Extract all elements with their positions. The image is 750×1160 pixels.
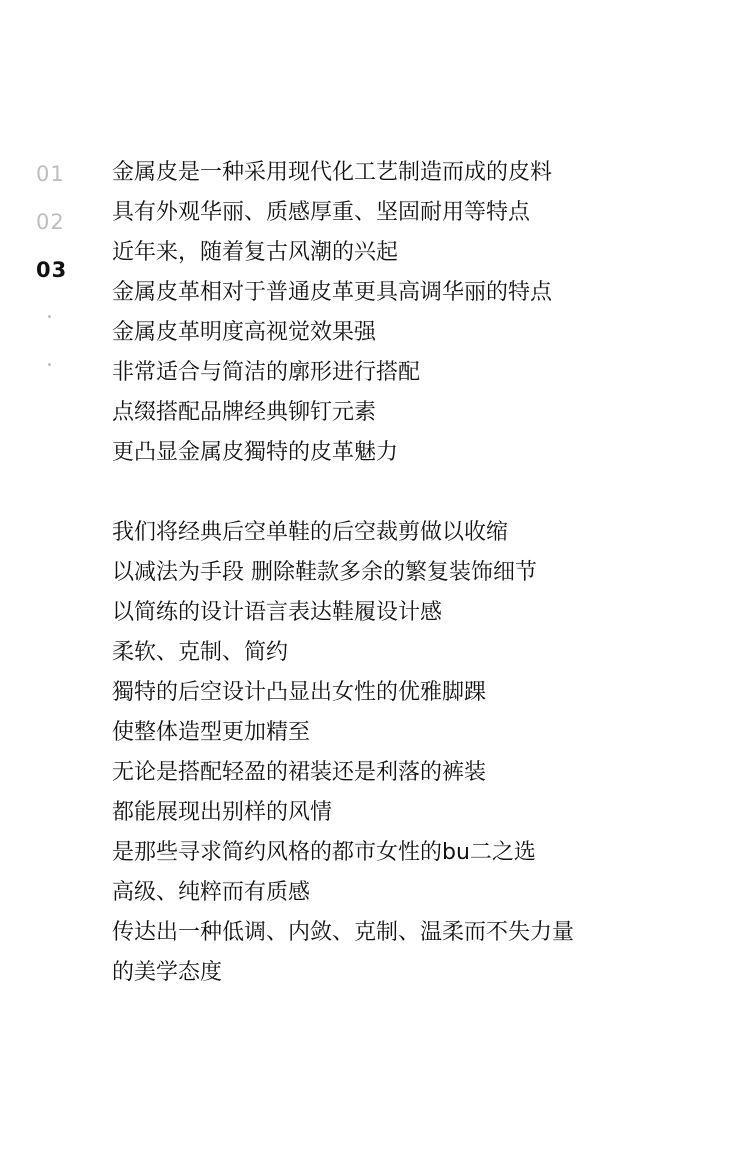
index-number-02: 02	[36, 210, 65, 234]
text-line: 獨特的后空设计凸显出女性的优雅脚踝	[112, 680, 487, 705]
text-line: 以减法为手段 删除鞋款多余的繁复装饰细节	[112, 560, 537, 585]
text-line: 更凸显金属皮獨特的皮革魅力	[112, 440, 399, 465]
text-line: 非常适合与简洁的廓形进行搭配	[112, 360, 421, 385]
text-line: 我们将经典后空单鞋的后空裁剪做以收缩	[112, 520, 509, 545]
text-line: 点缀搭配品牌经典铆钉元素	[112, 400, 377, 425]
paragraph-1	[112, 153, 732, 473]
text-line: 近年来，随着复古风潮的兴起	[112, 240, 399, 265]
index-dot-icon	[48, 363, 51, 366]
text-line: 传达出一种低调、内敛、克制、温柔而不失力量	[112, 920, 575, 945]
text-line: 柔软、克制、简约	[112, 640, 289, 665]
text-line: 金属皮是一种采用现代化工艺制造而成的皮料	[112, 160, 553, 185]
text-line: 金属皮革相对于普通皮革更具高调华丽的特点	[112, 280, 553, 305]
index-dot-icon	[48, 315, 51, 318]
text-line: 以简练的设计语言表达鞋履设计感	[112, 600, 443, 625]
text-line: 高级、纯粹而有质感	[112, 880, 311, 905]
text-line: 具有外观华丽、质感厚重、坚固耐用等特点	[112, 200, 531, 225]
text-line: 是那些寻求简约风格的都市女性的bu二之选	[112, 840, 536, 865]
article-body	[112, 153, 732, 993]
text-line: 金属皮革明度高视觉效果强	[112, 320, 377, 345]
text-line: 无论是搭配轻盈的裙装还是利落的裤装	[112, 760, 487, 785]
paragraph-2	[112, 513, 732, 993]
paragraph-spacer	[112, 473, 732, 513]
text-line: 使整体造型更加精至	[112, 720, 311, 745]
index-number-01: 01	[36, 162, 65, 186]
text-line: 的美学态度	[112, 960, 223, 985]
index-number-03-active: 03	[36, 258, 68, 282]
text-line: 都能展现出别样的风情	[112, 800, 333, 825]
